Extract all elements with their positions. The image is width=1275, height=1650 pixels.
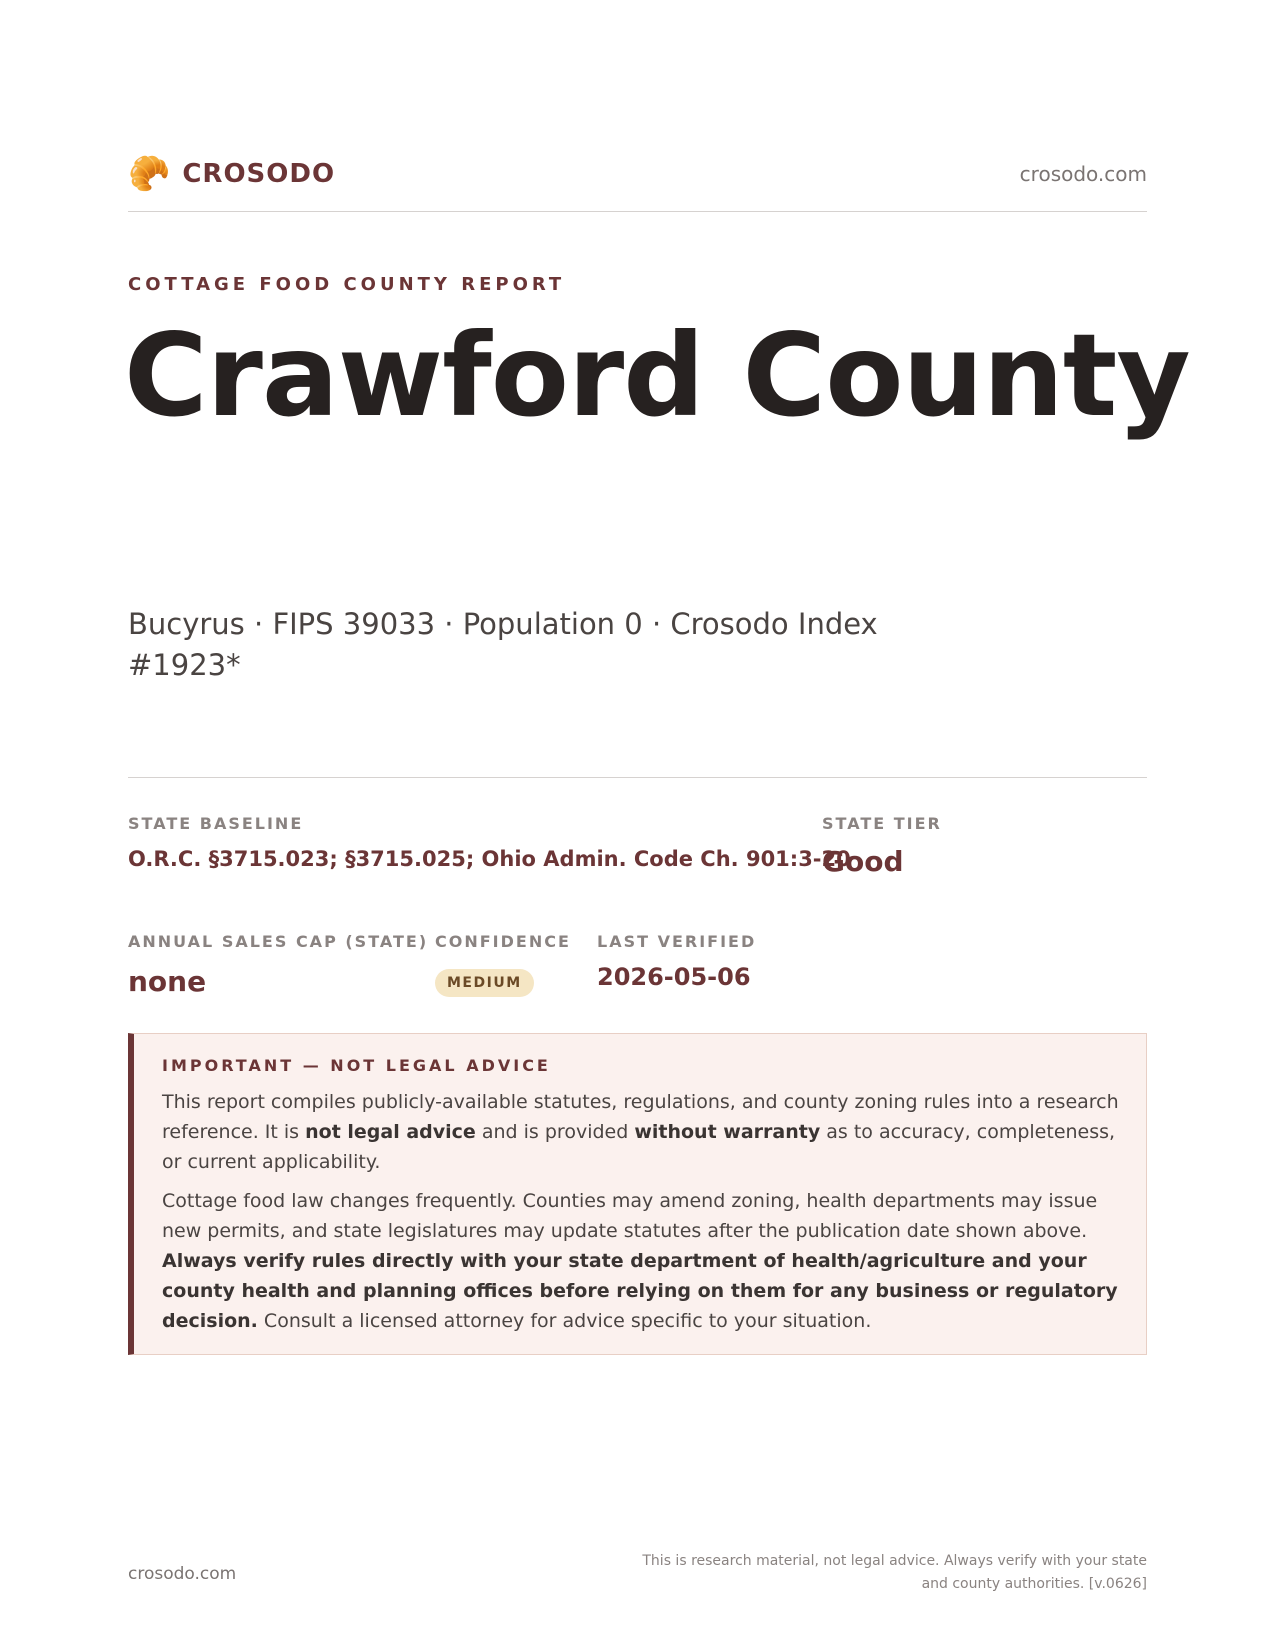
page-title: Crawford County (124, 309, 1190, 442)
last-verified-field (597, 932, 756, 991)
brand-name: CROSODO (182, 158, 336, 189)
confidence-badge: MEDIUM (435, 969, 534, 997)
notice-emphasis: Always verify rules directly with your state department of health/agriculture and your county health and planning offices before relying on them for any business or regulatory decision. (162, 1250, 1118, 1332)
page-header (128, 150, 1147, 212)
sales-cap-field (128, 932, 428, 998)
state-baseline-label: STATE BASELINE (128, 814, 304, 833)
notice-emphasis: not legal advice (305, 1121, 476, 1143)
notice-text: Consult a licensed attorney for advice specific to your situation. (257, 1310, 872, 1332)
notice-text: and is provided (475, 1121, 635, 1143)
confidence-field (435, 932, 571, 997)
footer-site[interactable]: crosodo.com (128, 1564, 237, 1584)
last-verified-value: 2026-05-06 (597, 963, 751, 991)
confidence-label: CONFIDENCE (435, 932, 571, 951)
state-baseline-value: O.R.C. §3715.023; §3715.025; Ohio Admin. Code Ch. 901:3-20 (128, 847, 851, 871)
brand[interactable] (128, 153, 336, 194)
legal-notice (128, 1033, 1147, 1355)
state-tier-value: Good (822, 845, 904, 878)
state-tier-label: STATE TIER (822, 814, 942, 833)
county-subtitle: Bucyrus · FIPS 39033 · Population 0 · Crosodo Index #1923* (128, 607, 878, 682)
site-link[interactable]: crosodo.com (1019, 161, 1147, 186)
footer-disclaimer: This is research material, not legal advice. Always verify with your state and county authorities. [v.0626] (642, 1553, 1147, 1592)
notice-paragraph-2 (162, 1186, 1120, 1336)
sales-cap-label: ANNUAL SALES CAP (STATE) (128, 932, 429, 951)
sales-cap-value: none (128, 965, 207, 998)
section-divider (128, 777, 1147, 778)
notice-title: IMPORTANT — NOT LEGAL ADVICE (162, 1056, 551, 1075)
report-eyebrow: COTTAGE FOOD COUNTY REPORT (128, 274, 566, 295)
notice-emphasis: without warranty (634, 1121, 821, 1143)
notice-paragraph-1 (162, 1087, 1120, 1177)
last-verified-label: LAST VERIFIED (597, 932, 757, 951)
notice-text: This report compiles publicly-available statutes, regulations, and county zoning rules into a research reference. It is (162, 1091, 1119, 1143)
state-baseline-field (128, 814, 851, 871)
notice-text: as to accuracy, completeness, or current applicability. (162, 1121, 1116, 1173)
croissant-icon: 🥐 (128, 153, 171, 194)
state-tier-field (822, 814, 942, 878)
notice-text: Cottage food law changes frequently. Counties may amend zoning, health departments may issue new permits, and state legislatures may update statutes after the publication date shown above. (162, 1190, 1098, 1242)
